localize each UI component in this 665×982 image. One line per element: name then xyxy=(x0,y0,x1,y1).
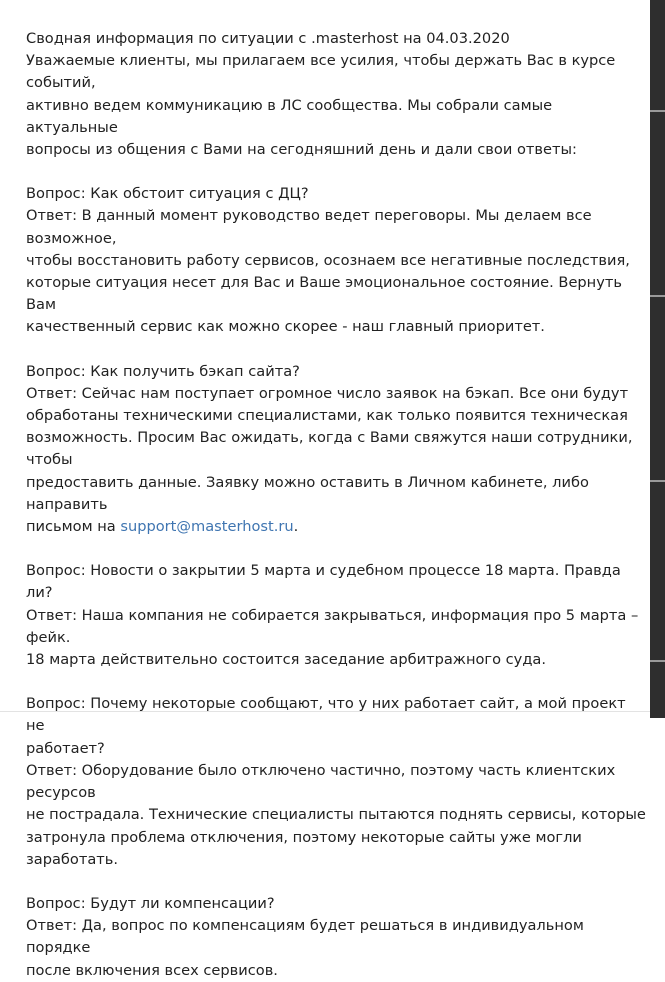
answer-4: Ответ: Оборудование было отключено частично, поэтому часть клиентских ресурсов не пострадала. Технические специалисты пытаются поднять сервисы, которые затронула проблема отключения, поэтому некоторые сайты уже могли заработать. xyxy=(26,761,646,868)
edge-mark xyxy=(650,480,665,482)
question-4: Вопрос: Почему некоторые сообщают, что у них работает сайт, а мой проект не работает? xyxy=(26,695,626,757)
question-2: Вопрос: Как получить бэкап сайта? xyxy=(26,362,300,380)
answer-3: Ответ: Наша компания не собирается закрываться, информация про 5 марта – фейк. 18 марта действительно состоится заседание арбитражного суда. xyxy=(26,606,639,669)
edge-mark xyxy=(650,660,665,662)
answer-2-suffix: . xyxy=(293,518,299,536)
post-text xyxy=(26,28,646,982)
post-title: Сводная информация по ситуации с .masterhost на 04.03.2020 xyxy=(26,30,510,47)
support-email-link[interactable]: support@masterhost.ru xyxy=(120,518,294,536)
question-1: Вопрос: Как обстоит ситуация с ДЦ? xyxy=(26,185,309,203)
post-intro: Уважаемые клиенты, мы прилагаем все усилия, чтобы держать Вас в курсе событий, активно ведем коммуникацию в ЛС сообщества. Мы собрали самые актуальные вопросы из общения с Вами на сегодняшний день и дали свои ответы: xyxy=(26,52,616,159)
answer-5: Ответ: Да, вопрос по компенсациям будет решаться в индивидуальном порядке после включения всех сервисов. xyxy=(26,917,584,979)
question-3: Вопрос: Новости о закрытии 5 марта и судебном процессе 18 марта. Правда ли? xyxy=(26,562,621,602)
edge-mark xyxy=(650,295,665,297)
right-edge-strip xyxy=(650,0,665,718)
question-5: Вопрос: Будут ли компенсации? xyxy=(26,894,275,912)
answer-1: Ответ: В данный момент руководство ведет переговоры. Мы делаем все возможное, чтобы восстановить работу сервисов, осознаем все негативные последствия, которые ситуация несет для Вас и Ваше эмоциональное состояние. Вернуть Вам качественный сервис как можно скорее - наш главный приоритет. xyxy=(26,207,630,336)
answer-2 xyxy=(26,383,646,538)
edge-mark xyxy=(650,110,665,112)
answer-2-text: Ответ: Сейчас нам поступает огромное число заявок на бэкап. Все они будут обработаны техническими специалистами, как только появится техническая возможность. Просим Вас ожидать, когда с Вами свяжутся наши сотрудники, чтобы предоставить данные. Заявку можно оставить в Личном кабинете, либо направить письмом на xyxy=(26,384,633,536)
